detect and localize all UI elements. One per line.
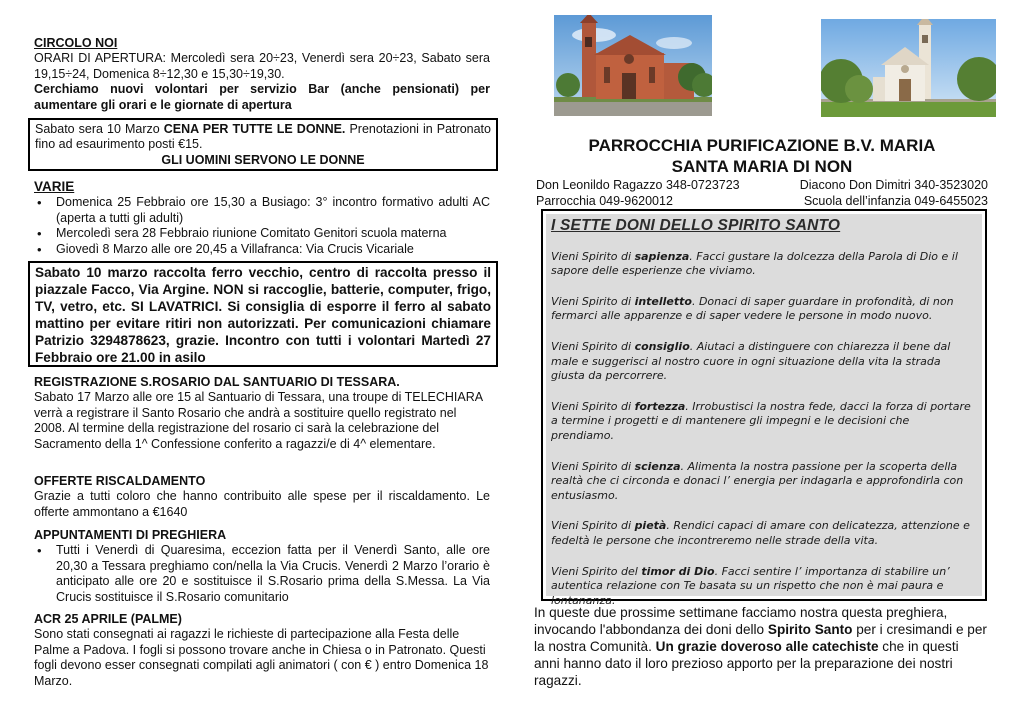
dono-item: Vieni Spirito di consiglio. Aiutaci a distinguere con chiarezza il bene dal male e suggerisci al nostro cuore in ogni situazione della vita la strada giusta da percorrere.	[551, 339, 951, 383]
church-photo-1	[554, 15, 712, 116]
cena-box	[28, 118, 498, 171]
rosario-title: REGISTRAZIONE S.ROSARIO DAL SANTUARIO DI TESSARA.	[34, 375, 400, 389]
list-item: • Domenica 25 Febbraio ore 15,30 a Busiago: 3° incontro formativo adulti AC (aperta a tutti gli adulti)	[34, 195, 490, 226]
closing-text: In queste due prossime settimane facciamo nostra questa preghiera, invocando l'abbondanza dei doni dello Spirito Santo per i cresimandi e per la nostra Comunità. Un grazie doveroso alle catechiste che in questi anni hanno dato il loro prezioso apporto per la preparazione dei nostri ragazzi.	[534, 605, 987, 688]
list-item: • Mercoledì sera 28 Febbraio riunione Comitato Genitori scuola materna	[34, 226, 490, 241]
church-illustration-2	[821, 19, 996, 117]
rosario-section	[34, 375, 490, 452]
list-item: • Giovedì 8 Marzo alle ore 20,45 a Villafranca: Via Crucis Vicariale	[34, 242, 490, 257]
sette-doni-title: I SETTE DONI DELLO SPIRITO SANTO	[551, 217, 841, 234]
acr-title: ACR 25 APRILE (PALME)	[34, 612, 182, 626]
cena-footer: GLI UOMINI SERVONO LE DONNE	[161, 152, 365, 167]
offerte-section	[34, 474, 490, 520]
circolo-call: Cerchiamo nuovi volontari per servizio Bar (anche pensionati) per aumentare gli orari e le giornate di apertura	[34, 82, 490, 112]
circolo-section	[34, 36, 490, 113]
varie-section	[34, 179, 490, 257]
contacts	[536, 177, 988, 209]
church-illustration-1	[554, 15, 712, 116]
dono-item: Vieni Spirito di sapienza. Facci gustare la dolcezza della Parola di Dio e il sapore delle esperienze che viviamo.	[551, 249, 958, 278]
contact-parroco: Don Leonildo Ragazzo 348-0723723	[536, 178, 740, 192]
sette-doni-box	[541, 209, 987, 607]
offerte-text: Grazie a tutti coloro che hanno contribuito alle spese per il riscaldamento. Le offerte ammontano a €1640	[34, 489, 490, 519]
acr-section	[34, 612, 490, 689]
parish-title: PARROCCHIA PURIFICAZIONE B.V. MARIA	[588, 136, 936, 155]
acr-text: Sono stati consegnati ai ragazzi le richieste di partecipazione alla Festa delle Palme a Padova. I fogli si possono trovare anche in Chiesa o in Patronato. Questi fogli devono esser consegnati compilati agli animatori ( con € ) entro Domenica 18 Marzo.	[34, 627, 489, 688]
ferro-box	[28, 261, 498, 367]
preghiera-title: APPUNTAMENTI DI PREGHIERA	[34, 528, 227, 542]
cena-text	[35, 122, 491, 153]
parish-header	[536, 135, 988, 177]
cena-bold: CENA PER TUTTE LE DONNE.	[163, 122, 346, 136]
parish-subtitle: SANTA MARIA DI NON	[671, 157, 853, 176]
circolo-hours: ORARI DI APERTURA: Mercoledì sera 20÷23, Venerdì sera 20÷23, Sabato sera 19,15÷24, Domenica 8÷12,30 e 15,30÷19,30.	[34, 51, 490, 81]
sette-doni-content	[546, 214, 982, 607]
closing-paragraph	[534, 605, 988, 690]
dono-item: Vieni Spirito di pietà. Rendici capaci di amare con delicatezza, attenzione e fedeltà le persone che incontreremo nelle strade della vita.	[551, 519, 970, 547]
cena-rest: Prenotazioni in Patronato fino ad esaurimento posti €15.	[35, 122, 491, 152]
church-photo-2	[821, 19, 996, 117]
list-item: • Tutti i Venerdì di Quaresima, eccezion fatta per il Venerdì Santo, alle ore 20,30 a Tessara preghiamo con/nella la Via Crucis. Venerdì 2 Marzo l’orario è anticipato alle ore 20 e sostituisce il S.Rosario prima della S.Messa. La Via Crucis sostituisce il S.Rosario comunitario	[34, 543, 490, 605]
dono-item: Vieni Spirito di scienza. Alimenta la nostra passione per la scoperta della realtà che ci circonda e donaci l’ energia per indagarla e approfondirla con entusiasmo.	[551, 459, 964, 502]
varie-list	[34, 195, 490, 257]
offerte-title: OFFERTE RISCALDAMENTO	[34, 474, 206, 488]
contact-scuola: Scuola dell’infanzia 049-6455023	[803, 194, 988, 208]
preghiera-list	[34, 543, 490, 605]
contacts-row	[536, 177, 988, 193]
varie-title: VARIE	[34, 179, 75, 194]
dono-item: Vieni Spirito di intelletto. Donaci di saper guardare in profondità, di non fermarci alle apparenze e di saper vedere le persone in modo nuovo.	[551, 294, 954, 323]
rosario-text: Sabato 17 Marzo alle ore 15 al Santuario di Tessara, una troupe di TELECHIARA verrà a registrare il Santo Rosario che andrà a sostituire quello registrato nel 2008. Al termine della registrazione del rosario ci sarà la celebrazione del Sacramento della 1^ Confessione conferito a ragazzi/e di 4^ elementare.	[34, 390, 483, 451]
circolo-title: CIRCOLO NOI	[34, 36, 118, 50]
preghiera-section	[34, 528, 490, 605]
contact-parrocchia: Parrocchia 049-9620012	[536, 194, 673, 208]
contact-diacono: Diacono Don Dimitri 340-3523020	[799, 178, 988, 192]
ferro-text: Sabato 10 marzo raccolta ferro vecchio, centro di raccolta presso il piazzale Facco, Via Argine. NON si raccoglie, batterie, computer, frigo, TV, vetro, etc. SI LAVATRICI. Si consiglia di esporre il ferro al sabato mattino per evitare ritiri non autorizzati. Per comunicazioni chiamare Patrizio 3294878623, grazie. Incontro con tutti i volontari Martedì 27 Febbraio ore 21.00 in asilo	[35, 265, 491, 365]
contacts-row	[536, 193, 988, 209]
dono-item: Vieni Spirito di fortezza. Irrobustisci la nostra fede, dacci la forza di portare a termine i progetti e di mantenere gli impegni e le decisioni che prendiamo.	[551, 399, 971, 442]
dono-item: Vieni Spirito del timor di Dio. Facci sentire l’ importanza di stabilire un’ autentica relazione con Te basata su un rispetto che non è mai paura e lontananza.	[551, 564, 950, 607]
cena-intro: Sabato sera 10 Marzo	[35, 122, 160, 136]
